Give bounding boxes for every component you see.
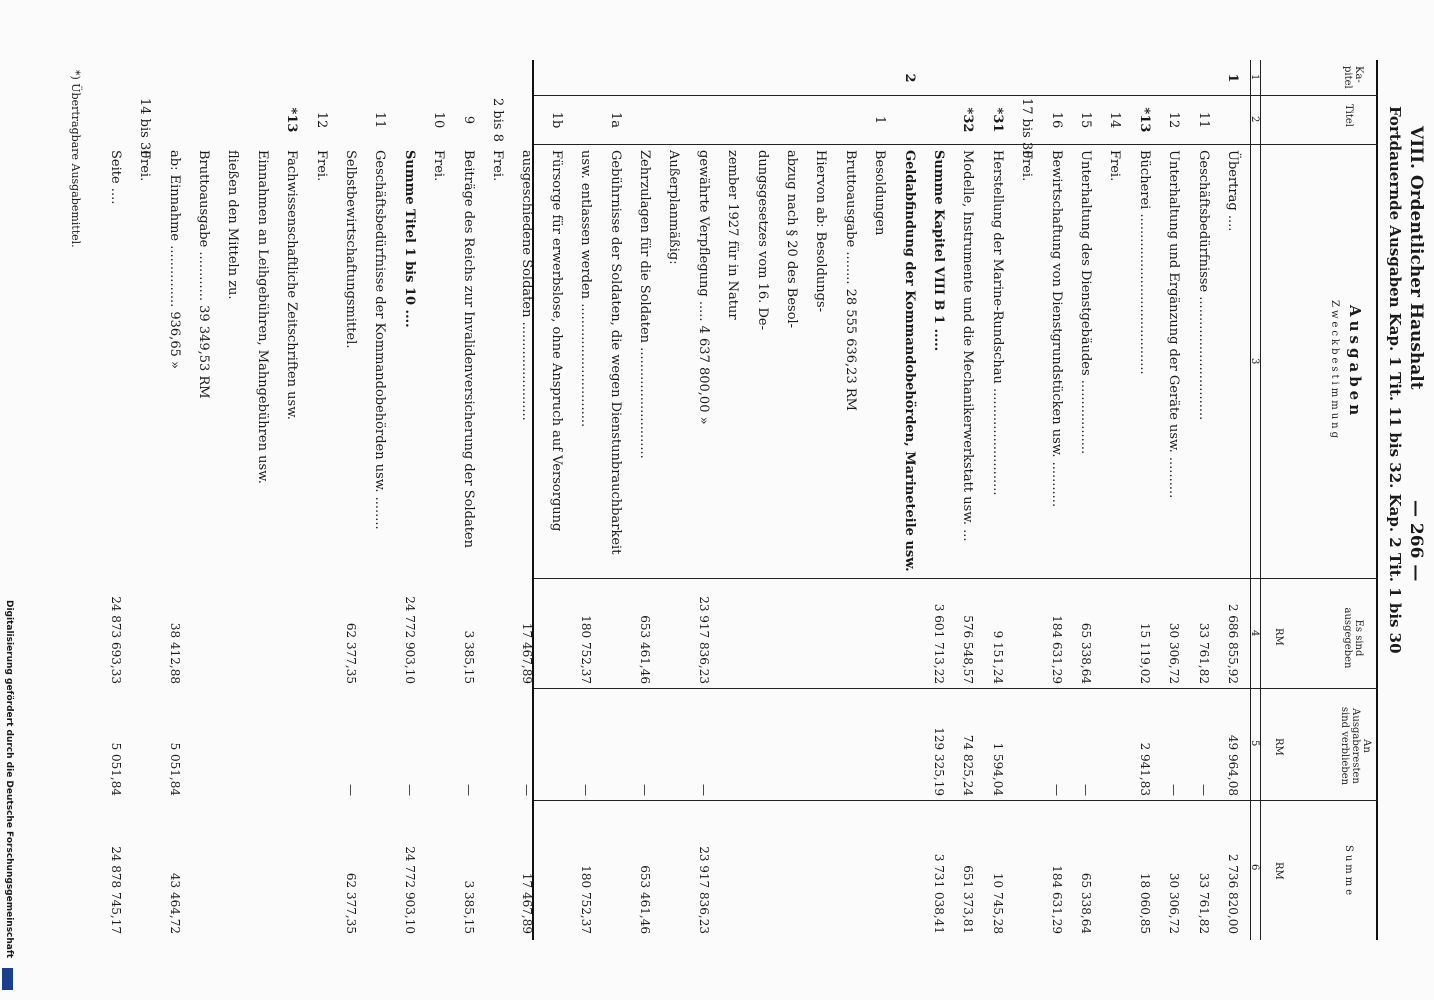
row-ausgabereste: — xyxy=(579,784,594,796)
row-titel: 1b xyxy=(548,111,564,129)
row-zweckbestimmung: Geschäftsbedürfnisse der Kommandobehörden usw. ........ xyxy=(372,150,388,530)
row-summe: 23 917 836,23 xyxy=(696,846,711,934)
col-number-5: 5 xyxy=(1249,740,1260,747)
row-summe: 65 338,64 xyxy=(1079,872,1093,934)
row-titel: 17 bis 30 xyxy=(1019,98,1035,159)
col-header-zweckbestimmung: Zweckbestimmung xyxy=(1329,300,1340,442)
row-summe: 184 631,29 xyxy=(1049,865,1064,934)
row-titel: 1 xyxy=(872,115,888,125)
row-zweckbestimmung: Hiervon ab: Besoldungs- xyxy=(813,150,829,313)
row-titel: *13 xyxy=(284,107,300,133)
row-zweckbestimmung: gewährte Verpflegung ..... 4 637 800,00 » xyxy=(695,150,711,425)
row-ausgabereste: — xyxy=(344,784,358,796)
row-zweckbestimmung: Bewirtschaftung von Dienstgrundstücken usw. ........... xyxy=(1048,150,1064,508)
col-header-titel: Titel xyxy=(1343,104,1354,128)
col-header-ausgaben: Ausgaben xyxy=(1346,305,1364,420)
row-ausgabereste: 74 825,24 xyxy=(961,734,976,796)
row-zweckbestimmung: Frei. xyxy=(137,150,153,182)
row-zweckbestimmung: Außerplanmäßig: xyxy=(666,150,682,265)
row-ausgabereste: 2 941,83 xyxy=(1137,742,1152,796)
digitization-credit-text: Digitalisierung gefördert durch die Deutsche Forschungsgemeinschaft xyxy=(4,600,14,959)
row-titel: 11 xyxy=(1195,111,1211,129)
row-zweckbestimmung: ab: Einnahme ............... 936,65 » xyxy=(166,150,182,369)
col-header-kapitel: Ka-pitel xyxy=(1342,66,1364,89)
col-number-3: 3 xyxy=(1249,358,1260,365)
row-zweckbestimmung: Seite .... xyxy=(107,150,123,205)
col-header-ausgabereste: An Ausgaberesten sind verblieben xyxy=(1339,706,1372,786)
col-header-ausgegeben: Es sind ausgegeben xyxy=(1342,607,1364,669)
row-zweckbestimmung: ausgeschiedene Soldaten ........................ xyxy=(519,150,535,421)
row-zweckbestimmung: Frei. xyxy=(1107,150,1123,182)
row-summe: 651 373,81 xyxy=(961,865,976,934)
row-ausgabereste: 5 051,84 xyxy=(108,742,123,796)
row-zweckbestimmung: Unterhaltung des Dienstgebäudes .................. xyxy=(1078,150,1093,455)
row-zweckbestimmung: Selbstbewirtschaftungsmittel. xyxy=(343,150,358,349)
row-ausgabereste: 1 594,04 xyxy=(990,742,1005,796)
row-zweckbestimmung: Frei. xyxy=(431,150,447,182)
row-summe: 3 385,15 xyxy=(461,880,476,934)
row-ausgabereste: — xyxy=(461,784,476,796)
col-number-2: 2 xyxy=(1249,116,1260,123)
row-ausgegeben: 180 752,37 xyxy=(579,615,594,684)
row-zweckbestimmung: usw. entlassen werden .............................. xyxy=(578,150,594,428)
row-ausgabereste: 49 964,08 xyxy=(1226,734,1240,796)
row-summe: 30 306,72 xyxy=(1167,872,1182,934)
row-titel: 11 xyxy=(372,111,388,129)
row-ausgegeben: 576 548,57 xyxy=(961,615,976,684)
col-number-4: 4 xyxy=(1249,630,1260,637)
row-summe: 43 464,72 xyxy=(167,872,182,934)
row-zweckbestimmung: zember 1927 für in Natur xyxy=(725,150,741,320)
row-ausgabereste: 129 325,19 xyxy=(932,727,946,796)
col-divider-kapitel xyxy=(534,95,1378,96)
dfg-logo xyxy=(2,968,13,990)
row-zweckbestimmung: Modelle, Instrumente und die Mechanikerwerkstatt usw. ... xyxy=(960,150,976,542)
row-ausgabereste: — xyxy=(1049,784,1064,796)
row-titel: *32 xyxy=(960,107,976,133)
row-zweckbestimmung: Summe Kapitel VIII B 1 ..... xyxy=(931,150,946,352)
col-divider-reste xyxy=(534,800,1378,801)
row-titel: *31 xyxy=(989,107,1005,133)
row-ausgegeben: 33 761,82 xyxy=(1196,622,1211,684)
row-zweckbestimmung: Summe Titel 1 bis 10 .... xyxy=(401,150,417,328)
page-number: — 266 — xyxy=(1406,500,1426,582)
row-summe: 18 060,85 xyxy=(1137,872,1152,934)
row-ausgegeben: 23 917 836,23 xyxy=(696,596,711,684)
row-zweckbestimmung: Unterhaltung und Ergänzung der Geräte usw. .......... xyxy=(1166,150,1182,499)
row-zweckbestimmung: Besoldungen xyxy=(872,150,888,236)
row-ausgegeben: 3 601 713,22 xyxy=(932,603,946,684)
col-header-summe: Summe xyxy=(1343,845,1354,899)
row-summe: 180 752,37 xyxy=(579,865,594,934)
row-ausgabereste: — xyxy=(696,784,711,796)
row-ausgabereste: — xyxy=(520,784,535,796)
row-summe: 653 461,46 xyxy=(638,865,652,934)
col-number-6: 6 xyxy=(1249,864,1260,871)
row-ausgegeben: 38 412,88 xyxy=(167,622,182,684)
footnote: *) Übertragbare Ausgabemittel. xyxy=(69,70,82,248)
row-titel: 15 xyxy=(1078,111,1093,129)
row-ausgegeben: 17 467,89 xyxy=(520,622,535,684)
row-ausgegeben: 24 772 903,10 xyxy=(402,596,417,684)
col-number-1: 1 xyxy=(1249,74,1260,81)
row-ausgegeben: 9 151,24 xyxy=(990,630,1005,684)
col-unit-4: RM xyxy=(1273,628,1284,646)
row-summe: 2 736 820,00 xyxy=(1226,853,1240,934)
row-zweckbestimmung: Herstellung der Marine-Rundschau .......................... xyxy=(989,150,1005,496)
row-ausgabereste: 5 051,84 xyxy=(167,742,182,796)
row-zweckbestimmung: Frei. xyxy=(490,150,505,182)
row-zweckbestimmung: Übertrag .... xyxy=(1225,150,1240,232)
page-subtitle: Fortdauernde Ausgaben Kap. 1 Tit. 11 bis 32. Kap. 2 Tit. 1 bis 30 xyxy=(1386,106,1404,654)
row-titel: 12 xyxy=(1166,111,1182,129)
row-titel: 1a xyxy=(607,111,623,129)
row-zweckbestimmung: Frei. xyxy=(1019,150,1035,182)
row-ausgegeben: 653 461,46 xyxy=(638,615,652,684)
row-titel: *13 xyxy=(1136,107,1152,133)
row-titel: 10 xyxy=(431,111,447,129)
row-titel: 2 bis 8 xyxy=(490,98,505,142)
row-zweckbestimmung: Fürsorge für erwerbslose, ohne Anspruch auf Versorgung xyxy=(548,150,564,532)
row-zweckbestimmung: Geschäftsbedürfnisse .............................. xyxy=(1195,150,1211,421)
row-titel: 9 xyxy=(460,115,476,125)
table-bottom-rule xyxy=(532,60,534,940)
row-summe: 17 467,89 xyxy=(520,872,535,934)
row-zweckbestimmung: Geldabfindung der Kommandobehörden, Marineteile usw. xyxy=(901,150,917,572)
row-titel: 14 bis 30 xyxy=(137,98,153,159)
row-ausgegeben: 30 306,72 xyxy=(1167,622,1182,684)
row-zweckbestimmung: Bücherei ....................................... xyxy=(1136,150,1152,375)
row-zweckbestimmung: Einnahmen an Leihgebühren, Mahngebühren usw. xyxy=(254,150,270,484)
row-zweckbestimmung: Bruttoausgabe ............ 39 349,53 RM xyxy=(196,150,211,399)
row-zweckbestimmung: dungsgesetzes vom 16. De- xyxy=(754,150,770,330)
row-zweckbestimmung: Gebührnisse der Soldaten, die wegen Dienstunbrauchbarkeit xyxy=(607,150,623,555)
row-ausgabereste: — xyxy=(1167,784,1182,796)
row-zweckbestimmung: abzug nach § 20 des Besol- xyxy=(784,150,799,329)
row-summe: 10 745,28 xyxy=(990,872,1005,934)
row-kapitel: 2 xyxy=(901,73,917,83)
row-summe: 62 377,35 xyxy=(344,872,358,934)
row-ausgegeben: 62 377,35 xyxy=(344,622,358,684)
row-ausgabereste: — xyxy=(402,784,417,796)
table-top-rule xyxy=(1376,60,1378,940)
col-divider-ausgegeben xyxy=(534,688,1378,689)
row-titel: 14 xyxy=(1107,111,1123,129)
number-row-rule xyxy=(1250,60,1251,940)
row-summe: 3 731 038,41 xyxy=(932,853,946,934)
row-ausgegeben: 65 338,64 xyxy=(1079,622,1093,684)
row-ausgegeben: 15 119,02 xyxy=(1137,622,1152,684)
col-divider-titel xyxy=(534,144,1378,145)
row-titel: 16 xyxy=(1048,111,1064,129)
row-ausgabereste: — xyxy=(1079,784,1093,796)
row-ausgegeben: 3 385,15 xyxy=(461,630,476,684)
row-ausgabereste: — xyxy=(638,784,652,796)
row-zweckbestimmung: Bruttoausgabe ........ 28 555 636,23 RM xyxy=(842,150,858,411)
page-title: VIII. Ordentlicher Haushalt xyxy=(1406,126,1426,390)
col-unit-6: RM xyxy=(1273,862,1284,880)
row-ausgegeben: 2 686 855,92 xyxy=(1226,603,1240,684)
row-summe: 24 878 745,17 xyxy=(108,846,123,934)
row-ausgegeben: 24 873 693,33 xyxy=(108,596,123,684)
row-zweckbestimmung: fließen den Mitteln zu. xyxy=(225,150,241,300)
row-zweckbestimmung: Frei. xyxy=(313,150,329,182)
row-titel: 12 xyxy=(313,111,329,129)
row-zweckbestimmung: Fachwissenschaftliche Zeitschriften usw. xyxy=(284,150,300,420)
row-ausgabereste: — xyxy=(1196,784,1211,796)
row-kapitel: 1 xyxy=(1225,73,1240,83)
row-summe: 33 761,82 xyxy=(1196,872,1211,934)
row-zweckbestimmung: Beiträge des Reichs zur Invalidenversicherung der Soldaten xyxy=(460,150,476,548)
col-divider-text xyxy=(534,578,1378,579)
header-bottom-rule xyxy=(1260,60,1261,940)
digitization-credit xyxy=(0,600,14,1000)
row-summe: 24 772 903,10 xyxy=(402,846,417,934)
row-zweckbestimmung: Zehrzulagen für die Soldaten ........................... xyxy=(637,150,652,459)
row-ausgegeben: 184 631,29 xyxy=(1049,615,1064,684)
col-unit-5: RM xyxy=(1273,738,1284,756)
